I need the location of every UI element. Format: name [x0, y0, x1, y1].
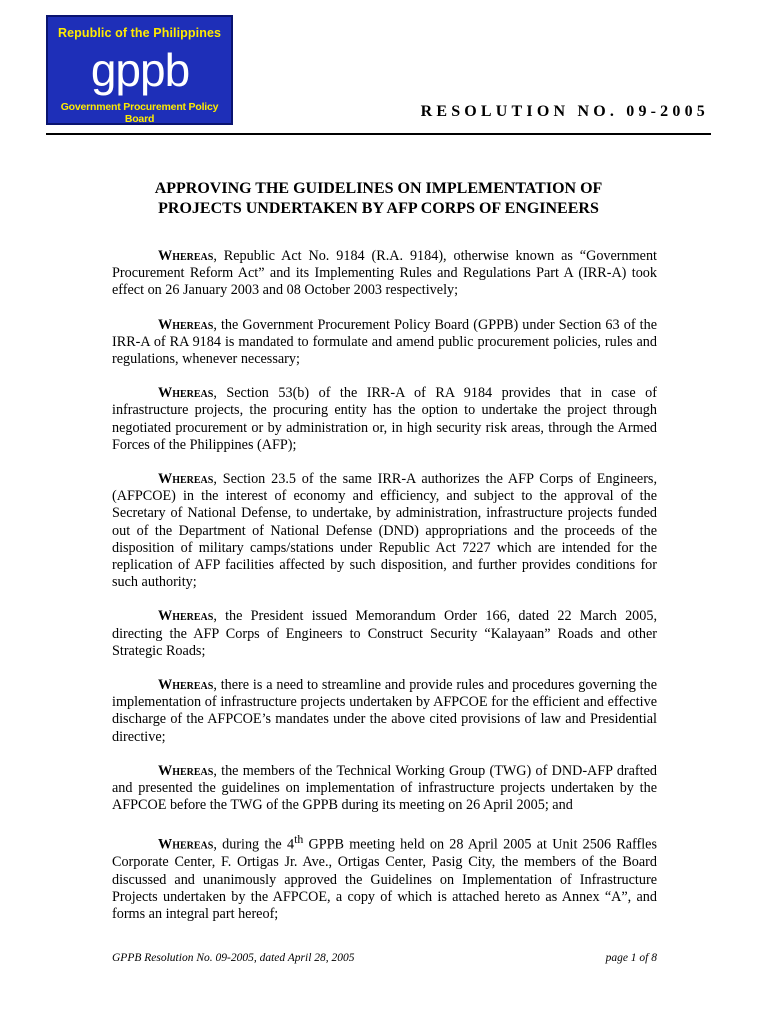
whereas-paragraph	[112, 248, 657, 300]
paragraph-text-before-sup: , during the 4	[213, 837, 295, 854]
whereas-paragraph	[112, 763, 657, 815]
whereas-lead: Whereas	[158, 608, 214, 625]
whereas-paragraph	[112, 831, 657, 923]
whereas-lead: Whereas	[158, 677, 214, 694]
page-footer	[112, 952, 657, 964]
paragraph-text: , the members of the Technical Working Group (TWG) of DND-AFP drafted and presented the guidelines on implementation of infrastructure projects undertaken by the AFPCOE before the TWG of the GPPB during its meeting on 26 April 2005; and	[112, 762, 657, 814]
paragraph-text: , Republic Act No. 9184 (R.A. 9184), otherwise known as “Government Procurement Reform Act” and its Implementing Rules and Regulations Part A (IRR-A) took effect on 26 January 2003 and 08 October 2003 respectively;	[112, 248, 657, 299]
title-line-2: PROJECTS UNDERTAKEN BY AFP CORPS OF ENGINEERS	[158, 200, 599, 217]
whereas-paragraph	[112, 608, 657, 660]
whereas-lead: Whereas	[158, 471, 214, 488]
footer-citation: GPPB Resolution No. 09-2005, dated April 28, 2005	[112, 952, 355, 964]
document-title	[46, 179, 711, 219]
whereas-paragraph	[112, 317, 657, 369]
whereas-paragraph	[112, 677, 657, 746]
ordinal-superscript: th	[294, 832, 304, 847]
paragraph-text: , the President issued Memorandum Order 166, dated 22 March 2005, directing the AFP Corps of Engineers to Construct Security “Kalayaan” Roads and other Strategic Roads;	[112, 608, 657, 659]
paragraph-text: , Section 53(b) of the IRR-A of RA 9184 provides that in case of infrastructure projects, the procuring entity has the option to undertake the project through negotiated procurement or by administration or, in high security risk areas, through the Armed Forces of the Philippines (AFP);	[112, 385, 657, 453]
logo-top-text: Republic of the Philippines	[57, 26, 222, 40]
whereas-lead: Whereas	[158, 762, 214, 779]
whereas-lead: Whereas	[158, 248, 214, 264]
whereas-lead: Whereas	[158, 316, 214, 333]
paragraph-text: , there is a need to streamline and provide rules and procedures governing the implementation of infrastructure projects undertaken by AFPCOE for the efficient and effective discharge of the AFPCOE’s mandates under the above cited provisions of law and Presidential directive;	[112, 677, 657, 745]
whereas-paragraph	[112, 385, 657, 454]
paragraph-text: , the Government Procurement Policy Board (GPPB) under Section 63 of the IRR-A of RA 9184 is mandated to formulate and amend public procurement policies, rules and regulations, whenever necessary;	[112, 316, 657, 368]
whereas-paragraph	[112, 471, 657, 591]
whereas-lead: Whereas	[158, 837, 214, 854]
page-number: page 1 of 8	[605, 952, 657, 964]
gppb-logo	[46, 15, 233, 125]
paragraph-text: , Section 23.5 of the same IRR-A authorizes the AFP Corps of Engineers, (AFPCOE) in the interest of economy and efficiency, and subject to the approval of the Secretary of National Defense, to undertake, by administration, infrastructure projects funded out of the Department of National Defense (DND) appropriations and the proceeds of the disposition of military camps/stations under Republic Act 7227 which are intended for the replication of AFP facilities affected by such disposition, and further provides conditions for such authority;	[112, 471, 657, 591]
paragraph-text: GPPB meeting held on 28 April 2005 at Unit 2506 Raffles Corporate Center, F. Ortigas Jr. Ave., Ortigas Center, Pasig City, the members of the Board discussed and unanimously approved the Guidelines on Implementation of Infrastructure Projects undertaken by the AFPCOE, a copy of which is attached hereto as Annex “A”, and forms an integral part hereof;	[112, 837, 657, 923]
document-body	[112, 248, 657, 940]
header-divider	[46, 133, 711, 135]
logo-mark-text: gppb	[90, 46, 189, 96]
whereas-lead: Whereas	[158, 385, 214, 402]
resolution-number: RESOLUTION NO. 09-2005	[420, 103, 709, 120]
logo-bottom-text: Government Procurement Policy Board	[60, 101, 219, 125]
title-line-1: APPROVING THE GUIDELINES ON IMPLEMENTATION OF	[154, 180, 603, 197]
logo-mark	[48, 46, 231, 103]
gppb-mark-icon	[80, 46, 200, 98]
